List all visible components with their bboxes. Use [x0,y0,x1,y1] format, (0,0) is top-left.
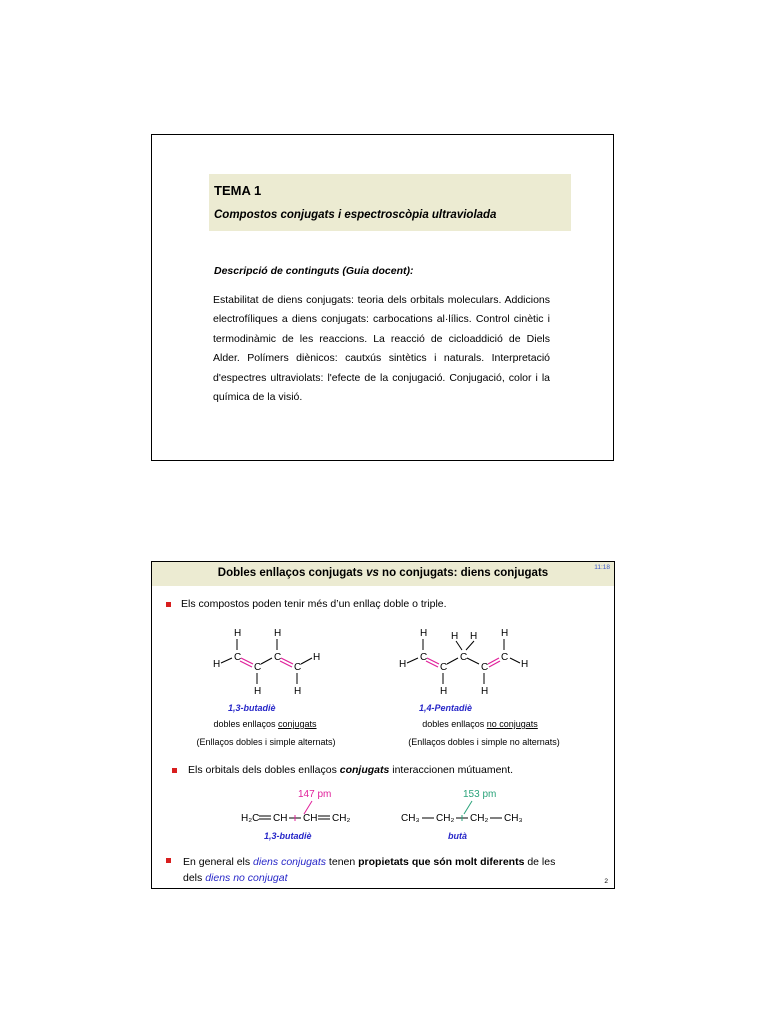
molecule-1-name: 1,3-butadiè [228,703,276,713]
molecule-2-note: (Enllaços dobles i simple no alternats) [408,737,560,747]
atom-label: C [254,662,262,673]
bond-length-formulas [232,784,552,844]
atom-label: C [440,662,448,673]
atom-label: H [470,631,478,642]
atom-label: C [460,652,468,663]
slide-2 [151,561,615,889]
topic-title: TEMA 1 [214,183,262,198]
atom-label: CH₃ [401,813,420,824]
atom-label: CH₂ [332,813,351,824]
atom-label: C [234,652,242,663]
bond-length-147: 147 pm [298,789,332,800]
title-box [209,174,571,231]
bond-length-153: 153 pm [463,789,497,800]
slide-header [152,562,614,586]
atom-label: CH [303,813,318,824]
topic-subtitle: Compostos conjugats i espectroscòpia ultraviolada [214,209,497,221]
atom-label: C [481,662,489,673]
timestamp: 11:18 [594,564,610,571]
bullet-2-text: Els orbitals dels dobles enllaços conjugats interaccionen mútuament. [188,764,514,776]
bullet-icon [172,768,177,773]
page-number: 2 [604,878,608,885]
description-heading: Descripció de continguts (Guia docent): [214,265,414,277]
atom-label: CH₂ [436,813,455,824]
atom-label: H [399,659,407,670]
slide-title: Dobles enllaços conjugats vs no conjugats: diens conjugats [217,567,549,579]
description-body: Estabilitat de diens conjugats: teoria dels orbitals moleculars. Addicions electrofíliques a diens conjugats: carbocations al·lílics. Control cinètic i termodinàmic de les reaccions. La reacció de cicloaddició de Diels Alder. Polímers diènicos: cautxús sintètics i naturals. Interpretació d'espectres ultraviolats: l'efecte de la conjugació. Conjugació, color i la química de la visió. [213,294,550,404]
formula-1-name: 1,3-butadiè [264,831,312,841]
atom-label: H [521,659,529,670]
atom-label: CH₃ [504,813,523,824]
butadiene-structure [197,623,337,697]
atom-label: CH₂ [470,813,489,824]
atom-label: H [234,628,242,639]
slide-1 [151,134,614,461]
atom-label: H [294,686,302,697]
bullet-3-text: En general els diens conjugats tenen propietats que són molt diferents de les dels diens no conjugat [183,856,556,884]
atom-label: H [440,686,448,697]
molecule-2-name: 1,4-Pentadiè [419,703,473,713]
atom-label: C [274,652,282,663]
bullet-icon [166,858,171,863]
bullet-1-text: Els compostos poden tenir més d’un enllaç doble o triple. [181,598,447,610]
atom-label: C [294,662,302,673]
atom-label: H₂C [241,813,260,824]
atom-label: H [254,686,262,697]
molecule-1-note: (Enllaços dobles i simple alternats) [196,737,336,747]
pentadiene-structure [396,623,536,697]
bullet-icon [166,602,171,607]
atom-label: CH [273,813,288,824]
atom-label: C [501,652,509,663]
atom-label: H [481,686,489,697]
atom-label: H [420,628,428,639]
atom-label: H [451,631,459,642]
molecule-1-caption: dobles enllaços conjugats [213,719,317,729]
atom-label: H [313,652,321,663]
atom-label: C [420,652,428,663]
atom-label: H [501,628,509,639]
atom-label: H [274,628,282,639]
atom-label: H [213,659,221,670]
formula-2-name: butà [448,831,467,841]
molecule-2-caption: dobles enllaços no conjugats [422,719,538,729]
